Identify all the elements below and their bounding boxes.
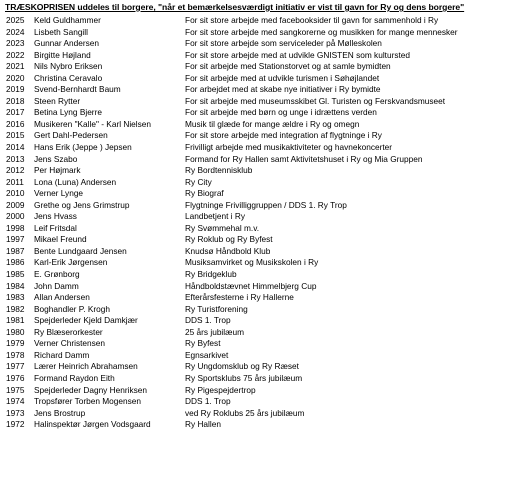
list-item [0,361,511,373]
list-item [0,177,511,189]
award-reason: Landbetjent i Ry [185,211,245,222]
recipient-name: Ry Blæserorkester [34,326,103,337]
list-item [0,200,511,212]
list-item [0,385,511,397]
award-reason: Ry City [185,176,212,187]
recipient-name: Gert Dahl-Pedersen [34,130,108,141]
award-year: 2014 [6,142,25,153]
award-reason: Ry Sportsklubs 75 års jubilæum [185,372,303,383]
recipient-name: Verner Christensen [34,338,106,349]
recipient-name: Gunnar Andersen [34,38,100,49]
list-item [0,119,511,131]
list-item [0,350,511,362]
award-year: 1987 [6,245,25,256]
award-reason: Ry Hallen [185,419,221,430]
award-reason: Knudsø Håndbold Klub [185,245,271,256]
award-year: 1997 [6,234,25,245]
award-reason: Ry Bordtennisklub [185,165,253,176]
award-year: 1973 [6,407,25,418]
list-item [0,154,511,166]
list-item [0,315,511,327]
recipient-name: Nils Nybro Eriksen [34,61,103,72]
recipient-name: Boghandler P. Krogh [34,303,110,314]
award-year: 2022 [6,49,25,60]
award-reason: For sit store arbejde med sangkorerne og musikken for mange mennesker [185,26,458,37]
recipient-name: Spejderleder Kjeld Damkjær [34,315,138,326]
award-year: 2021 [6,61,25,72]
award-reason: Håndboldstævnet Himmelbjerg Cup [185,280,317,291]
recipient-name: Lærer Heinrich Abrahamsen [34,361,138,372]
recipient-name: Richard Damm [34,349,90,360]
award-reason: Flygtninge Frivilliggruppen / DDS 1. Ry Trop [185,199,347,210]
award-reason: Ry Roklub og Ry Byfest [185,234,273,245]
award-year: 1984 [6,280,25,291]
recipient-name: Grethe og Jens Grimstrup [34,199,130,210]
award-reason: For sit arbejde med børn og unge i idrættens verden [185,107,377,118]
recipient-name: Lona (Luna) Andersen [34,176,117,187]
award-reason: Ry Pigespejdertrop [185,384,256,395]
award-reason: 25 års jubilæum [185,326,245,337]
award-year: 2024 [6,26,25,37]
list-item [0,15,511,27]
list-item [0,419,511,431]
award-reason: Musiksamvirket og Musikskolen i Ry [185,257,319,268]
list-item [0,142,511,154]
award-year: 1982 [6,303,25,314]
award-year: 2020 [6,72,25,83]
list-item [0,396,511,408]
recipient-name: Hans Erik (Jeppe ) Jepsen [34,142,132,153]
award-reason: For arbejdet med at skabe nye initiativer i Ry bymidte [185,84,381,95]
recipient-name: Jens Szabo [34,153,78,164]
recipient-name: Spejderleder Dagny Henriksen [34,384,147,395]
list-item [0,96,511,108]
award-reason: DDS 1. Trop [185,396,231,407]
award-year: 1998 [6,222,25,233]
award-reason: For sit store arbejde med at udvikle GNISTEN som kultursted [185,49,411,60]
recipient-name: Musikeren "Kalle" - Karl Nielsen [34,118,152,129]
list-item [0,27,511,39]
recipient-name: Mikael Freund [34,234,87,245]
award-reason: For sit store arbejde med integration af flygtninge i Ry [185,130,382,141]
award-year: 1981 [6,315,25,326]
award-reason: Ry Svømmehal m.v. [185,222,260,233]
list-item [0,73,511,85]
recipient-name: Steen Rytter [34,95,81,106]
list-item [0,269,511,281]
recipient-name: Christina Ceravalo [34,72,103,83]
award-reason: For sit arbejde med at udvikle turismen i Søhøjlandet [185,72,380,83]
award-year: 1978 [6,349,25,360]
list-item [0,234,511,246]
recipient-name: Tropsfører Torben Mogensen [34,396,141,407]
recipient-name: Svend-Bernhardt Baum [34,84,121,95]
recipient-name: Allan Andersen [34,292,90,303]
recipient-name: Jens Brostrup [34,407,86,418]
award-reason: For sit store arbejde med facebooksider til gavn for sammenhold i Ry [185,15,439,25]
award-list [0,15,511,431]
recipient-name: John Damm [34,280,79,291]
award-year: 2023 [6,38,25,49]
award-year: 2011 [6,176,24,187]
award-reason: Frivilligt arbejde med musikaktiviteter og havnekoncerter [185,142,393,153]
award-year: 2000 [6,211,25,222]
list-item [0,304,511,316]
list-item [0,50,511,62]
recipient-name: Keld Guldhammer [34,15,101,25]
list-item [0,107,511,119]
award-year: 1977 [6,361,25,372]
award-reason: For sit arbejde med Stationstorvet og at samle bymidten [185,61,391,72]
award-year: 1985 [6,269,25,280]
list-item [0,292,511,304]
list-item [0,130,511,142]
award-reason: DDS 1. Trop [185,315,231,326]
list-item [0,223,511,235]
award-year: 1980 [6,326,25,337]
award-year: 1974 [6,396,25,407]
list-item [0,338,511,350]
list-item [0,373,511,385]
list-item [0,188,511,200]
award-year: 2019 [6,84,25,95]
award-year: 2016 [6,118,25,129]
list-item [0,408,511,420]
award-year: 1976 [6,372,25,383]
award-year: 2013 [6,153,25,164]
recipient-name: E. Grønborg [34,269,80,280]
list-item [0,257,511,269]
list-item [0,165,511,177]
recipient-name: Leif Fritsdal [34,222,77,233]
award-reason: For sit arbejde med museumsskibet Gl. Turisten og Ferskvandsmuseet [185,95,446,106]
recipient-name: Lisbeth Sangill [34,26,88,37]
award-reason: Ry Turistforening [185,303,248,314]
list-item [0,38,511,50]
award-year: 1983 [6,292,25,303]
award-year: 2010 [6,188,25,199]
award-reason: Ry Biograf [185,188,224,199]
award-year: 1979 [6,338,25,349]
award-year: 1972 [6,419,25,430]
list-item [0,211,511,223]
award-year: 2017 [6,107,25,118]
award-year: 2015 [6,130,25,141]
award-reason: Ry Ungdomsklub og Ry Ræset [185,361,299,372]
award-year: 2009 [6,199,25,210]
award-reason: Formand for Ry Hallen samt Aktivitetshuset i Ry og Mia Gruppen [185,153,423,164]
award-year: 2012 [6,165,25,176]
recipient-name: Jens Hvass [34,211,77,222]
award-reason: Ry Byfest [185,338,221,349]
recipient-name: Verner Lynge [34,188,84,199]
list-item [0,246,511,258]
award-year: 1975 [6,384,25,395]
list-item [0,61,511,73]
recipient-name: Bente Lundgaard Jensen [34,245,127,256]
award-year: 2025 [6,15,25,25]
award-reason: Efterårsfesterne i Ry Hallerne [185,292,294,303]
award-reason: ved Ry Roklubs 25 års jubilæum [185,407,305,418]
recipient-name: Per Højmark [34,165,81,176]
award-reason: Musik til glæde for mange ældre i Ry og omegn [185,118,360,129]
award-year: 2018 [6,95,25,106]
award-reason: Ry Bridgeklub [185,269,237,280]
recipient-name: Karl-Erik Jørgensen [34,257,108,268]
award-reason: For sit store arbejde som serviceleder på Mølleskolen [185,38,382,49]
recipient-name: Halinspektør Jørgen Vodsgaard [34,419,151,430]
recipient-name: Birgitte Højland [34,49,91,60]
award-reason: Egnsarkivet [185,349,229,360]
recipient-name: Betina Lyng Bjerre [34,107,102,118]
document-title: TRÆSKOPRISEN uddeles til borgere, "når et bemærkelsesværdigt initiativ er vist til gavn for Ry og dens borgere" [5,2,465,12]
award-year: 1986 [6,257,25,268]
list-item [0,84,511,96]
list-item [0,327,511,339]
recipient-name: Formand Raydon Eith [34,372,115,383]
list-item [0,281,511,293]
